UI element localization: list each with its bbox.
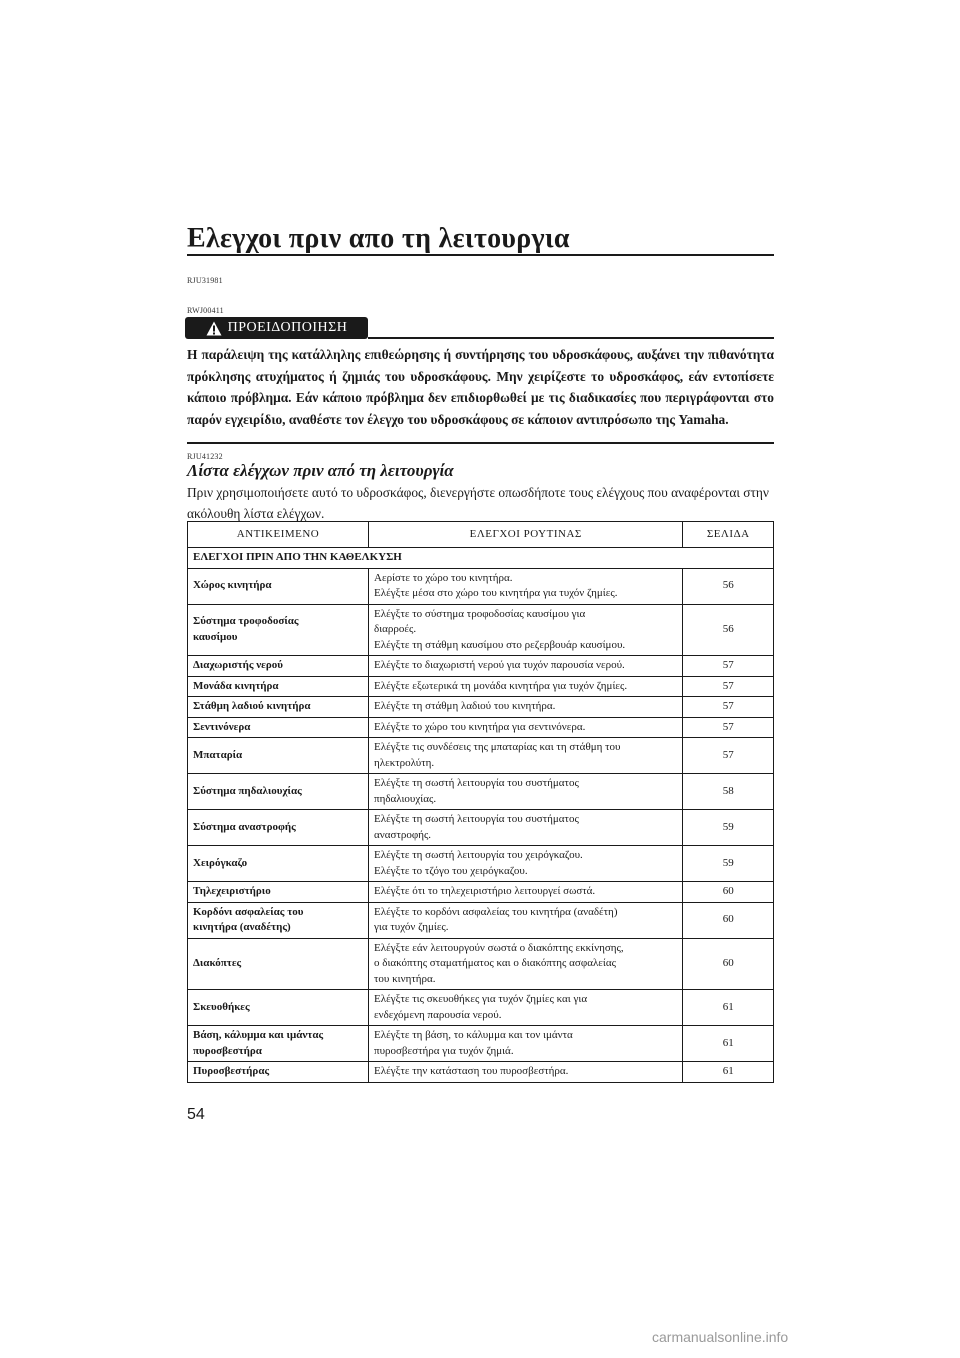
cell-page: 59 [683, 810, 774, 846]
cell-item: Μονάδα κινητήρα [188, 676, 369, 697]
cell-page: 57 [683, 738, 774, 774]
table-group-row [188, 548, 774, 569]
table-header-row [188, 522, 774, 548]
cell-check: Ελέγξτε την κατάσταση του πυροσβεστήρα. [369, 1062, 683, 1083]
cell-item: Βάση, κάλυμμα και ιμάντας πυροσβεστήρα [188, 1026, 369, 1062]
table-row [188, 568, 774, 604]
cell-page: 57 [683, 697, 774, 718]
cell-check: Ελέγξτε τις σκευοθήκες για τυχόν ζημίες και για ενδεχόμενη παρουσία νερού. [369, 990, 683, 1026]
cell-page: 59 [683, 846, 774, 882]
table-row [188, 1062, 774, 1083]
cell-page: 61 [683, 1026, 774, 1062]
cell-page: 57 [683, 656, 774, 677]
table-row [188, 810, 774, 846]
column-header-page: ΣΕΛΙΔΑ [683, 522, 774, 548]
warning-text: Η παράλειψη της κατάλληλης επιθεώρησης ή συντήρησης του υδροσκάφους, αυξάνει την πιθανότητα πρόκλησης ατυχήματος ή ζημιάς του υδροσκάφους. Μην χειρίζεστε το υδροσκάφος, εάν εντοπίσετε κάποιο πρόβλημα. Εάν κάποιο πρόβλημα δεν επιδιορθωθεί με τις διαδικασίες που περιγράφονται στο παρόν εγχειρίδιο, αναθέστε τον έλεγχο του υδροσκάφους σε κάποιον αντιπρόσωπο της Yamaha. [187, 347, 774, 427]
cell-check: Ελέγξτε τη σωστή λειτουργία του συστήματος αναστροφής. [369, 810, 683, 846]
cell-check: Ελέγξτε τη σωστή λειτουργία του χειρόγκαζου. Ελέγξτε το τζόγο του χειρόγκαζου. [369, 846, 683, 882]
warning-code: RWJ00411 [187, 306, 224, 315]
cell-item: Πυροσβεστήρας [188, 1062, 369, 1083]
cell-check: Ελέγξτε το σύστημα τροφοδοσίας καυσίμου για διαρροές. Ελέγξτε τη στάθμη καυσίμου στο ρεζερβουάρ καυσίμου. [369, 604, 683, 656]
cell-item: Διακόπτες [188, 938, 369, 990]
cell-page: 60 [683, 938, 774, 990]
cell-item: Σκευοθήκες [188, 990, 369, 1026]
cell-check: Ελέγξτε τις συνδέσεις της μπαταρίας και τη στάθμη του ηλεκτρολύτη. [369, 738, 683, 774]
section-code: RJU41232 [187, 452, 223, 461]
cell-page: 56 [683, 568, 774, 604]
cell-page: 60 [683, 882, 774, 903]
table-row [188, 990, 774, 1026]
table-row [188, 846, 774, 882]
cell-check: Αερίστε το χώρο του κινητήρα. Ελέγξτε μέσα στο χώρο του κινητήρα για τυχόν ζημίες. [369, 568, 683, 604]
cell-check: Ελέγξτε εάν λειτουργούν σωστά ο διακόπτης εκκίνησης, ο διακόπτης σταματήματος και ο διακόπτης ασφαλείας του κινητήρα. [369, 938, 683, 990]
cell-check: Ελέγξτε το χώρο του κινητήρα για σεντινόνερα. [369, 717, 683, 738]
table-row [188, 938, 774, 990]
cell-check: Ελέγξτε τη σωστή λειτουργία του συστήματος πηδαλιουχίας. [369, 774, 683, 810]
cell-item: Τηλεχειριστήριο [188, 882, 369, 903]
cell-page: 58 [683, 774, 774, 810]
cell-page: 61 [683, 990, 774, 1026]
cell-check: Ελέγξτε ότι το τηλεχειριστήριο λειτουργεί σωστά. [369, 882, 683, 903]
table-row [188, 738, 774, 774]
cell-item: Χειρόγκαζο [188, 846, 369, 882]
section-title: Λίστα ελέγχων πριν από τη λειτουργία [187, 461, 454, 480]
table-row [188, 1026, 774, 1062]
column-header-item: ΑΝΤΙΚΕΙΜΕΝΟ [188, 522, 369, 548]
table-row [188, 717, 774, 738]
section-intro: Πριν χρησιμοποιήσετε αυτό το υδροσκάφος, διενεργήστε οπωσδήποτε τους ελέγχους που αναφέρονται στην ακόλουθη λίστα ελέγχων. [187, 485, 769, 521]
cell-check: Ελέγξτε το διαχωριστή νερού για τυχόν παρουσία νερού. [369, 656, 683, 677]
cell-item: Κορδόνι ασφαλείας του κινητήρα (αναδέτης) [188, 902, 369, 938]
cell-check: Ελέγξτε το κορδόνι ασφαλείας του κινητήρα (αναδέτη) για τυχόν ζημίες. [369, 902, 683, 938]
warning-badge [185, 317, 368, 339]
title-rule [187, 254, 774, 256]
table-row [188, 902, 774, 938]
warning-end-rule [187, 442, 774, 444]
table-row [188, 697, 774, 718]
cell-item: Σύστημα πηδαλιουχίας [188, 774, 369, 810]
cell-item: Σύστημα αναστροφής [188, 810, 369, 846]
cell-check: Ελέγξτε τη στάθμη λαδιού του κινητήρα. [369, 697, 683, 718]
reference-code: RJU31981 [187, 276, 223, 285]
cell-item: Σύστημα τροφοδοσίας καυσίμου [188, 604, 369, 656]
warning-rule [368, 337, 774, 339]
cell-item: Σεντινόνερα [188, 717, 369, 738]
table-row [188, 882, 774, 903]
cell-item: Στάθμη λαδιού κινητήρα [188, 697, 369, 718]
cell-page: 56 [683, 604, 774, 656]
table-row [188, 676, 774, 697]
warning-label: ΠΡΟΕΙΔΟΠΟΙΗΣΗ [227, 320, 348, 335]
cell-item: Μπαταρία [188, 738, 369, 774]
table-row [188, 656, 774, 677]
cell-check: Ελέγξτε τη βάση, το κάλυμμα και τον ιμάντα πυροσβεστήρα για τυχόν ζημιά. [369, 1026, 683, 1062]
page-title: Ελεγχοι πριν απο τη λειτουργια [187, 223, 570, 254]
cell-page: 60 [683, 902, 774, 938]
cell-page: 61 [683, 1062, 774, 1083]
checklist-table [187, 521, 774, 1083]
cell-item: Χώρος κινητήρα [188, 568, 369, 604]
cell-page: 57 [683, 717, 774, 738]
cell-check: Ελέγξτε εξωτερικά τη μονάδα κινητήρα για τυχόν ζημίες. [369, 676, 683, 697]
table-group-label: ΕΛΕΓΧΟΙ ΠΡΙΝ ΑΠΟ ΤΗΝ ΚΑΘΕΛΚΥΣΗ [188, 548, 774, 569]
table-row [188, 604, 774, 656]
watermark: carmanualsonline.info [652, 1329, 789, 1345]
table-row [188, 774, 774, 810]
page-number: 54 [187, 1106, 205, 1123]
column-header-check: ΕΛΕΓΧΟΙ ΡΟΥΤΙΝΑΣ [369, 522, 683, 548]
cell-page: 57 [683, 676, 774, 697]
cell-item: Διαχωριστής νερού [188, 656, 369, 677]
warning-triangle-icon [206, 321, 222, 336]
